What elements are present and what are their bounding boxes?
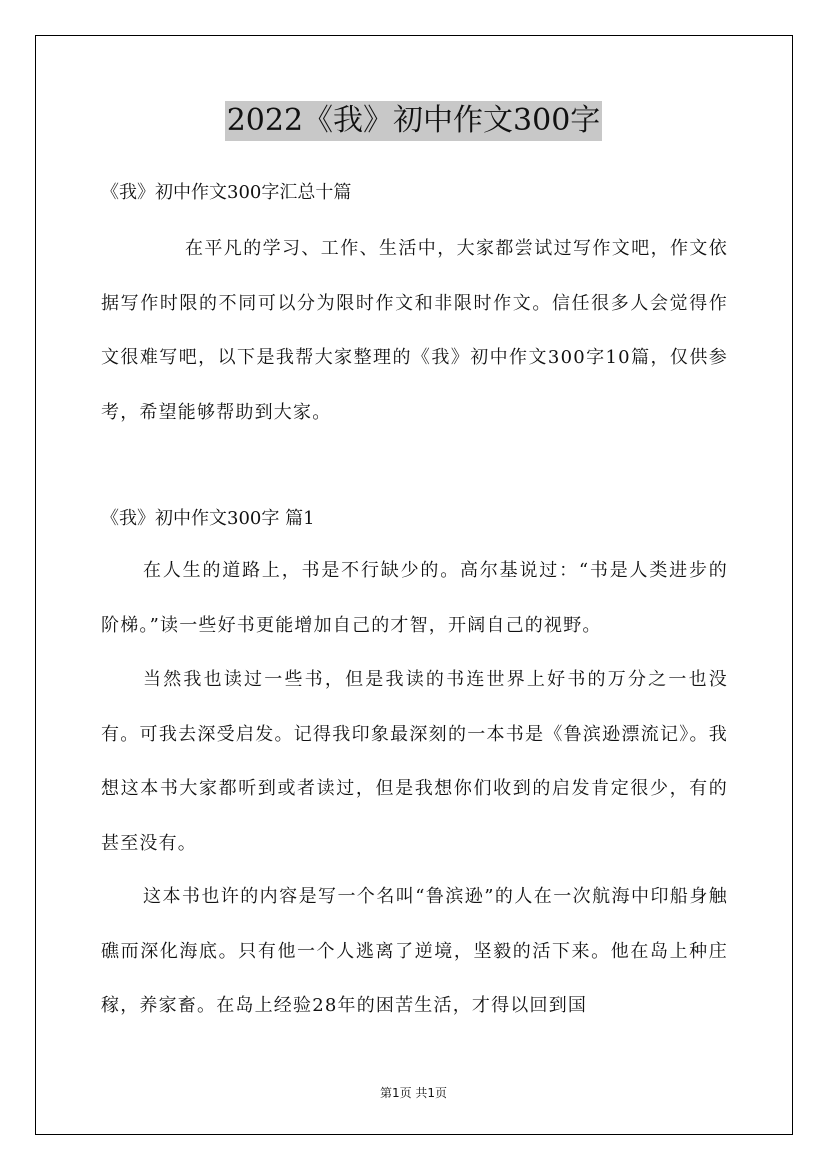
page-footer: 第1页 共1页 <box>379 1086 448 1100</box>
body-paragraph-2: 当然我也读过一些书，但是我读的书连世界上好书的万分之一也没有。可我去深受启发。记得我印象最深刻的一本书是《鲁滨逊漂流记》。我想这本书大家都听到或者读过，但是我想你们收到的启发肯定很少，有的甚至没有。 <box>101 669 728 854</box>
document-subtitle: 《我》初中作文300字汇总十篇 <box>101 182 352 203</box>
document-title: 2022《我》初中作文300字 <box>225 101 603 141</box>
section-heading: 《我》初中作文300字 篇1 <box>101 508 315 529</box>
intro-paragraph: 在平凡的学习、工作、生活中，大家都尝试过写作文吧，作文依据写作时限的不同可以分为限时作文和非限时作文。信任很多人会觉得作文很难写吧，以下是我帮大家整理的《我》初中作文300字10篇，仅供参考，希望能够帮助到大家。 <box>101 238 728 423</box>
title-container <box>0 101 827 141</box>
body-paragraph-1: 在人生的道路上，书是不行缺少的。高尔基说过：“书是人类进步的阶梯。”读一些好书更能增加自己的才智，开阔自己的视野。 <box>101 560 728 636</box>
body-paragraph-3: 这本书也许的内容是写一个名叫“鲁滨逊”的人在一次航海中印船身触礁而深化海底。只有他一个人逃离了逆境，坚毅的活下来。他在岛上种庄稼，养家畜。在岛上经验28年的困苦生活，才得以回到国 <box>101 886 728 1016</box>
